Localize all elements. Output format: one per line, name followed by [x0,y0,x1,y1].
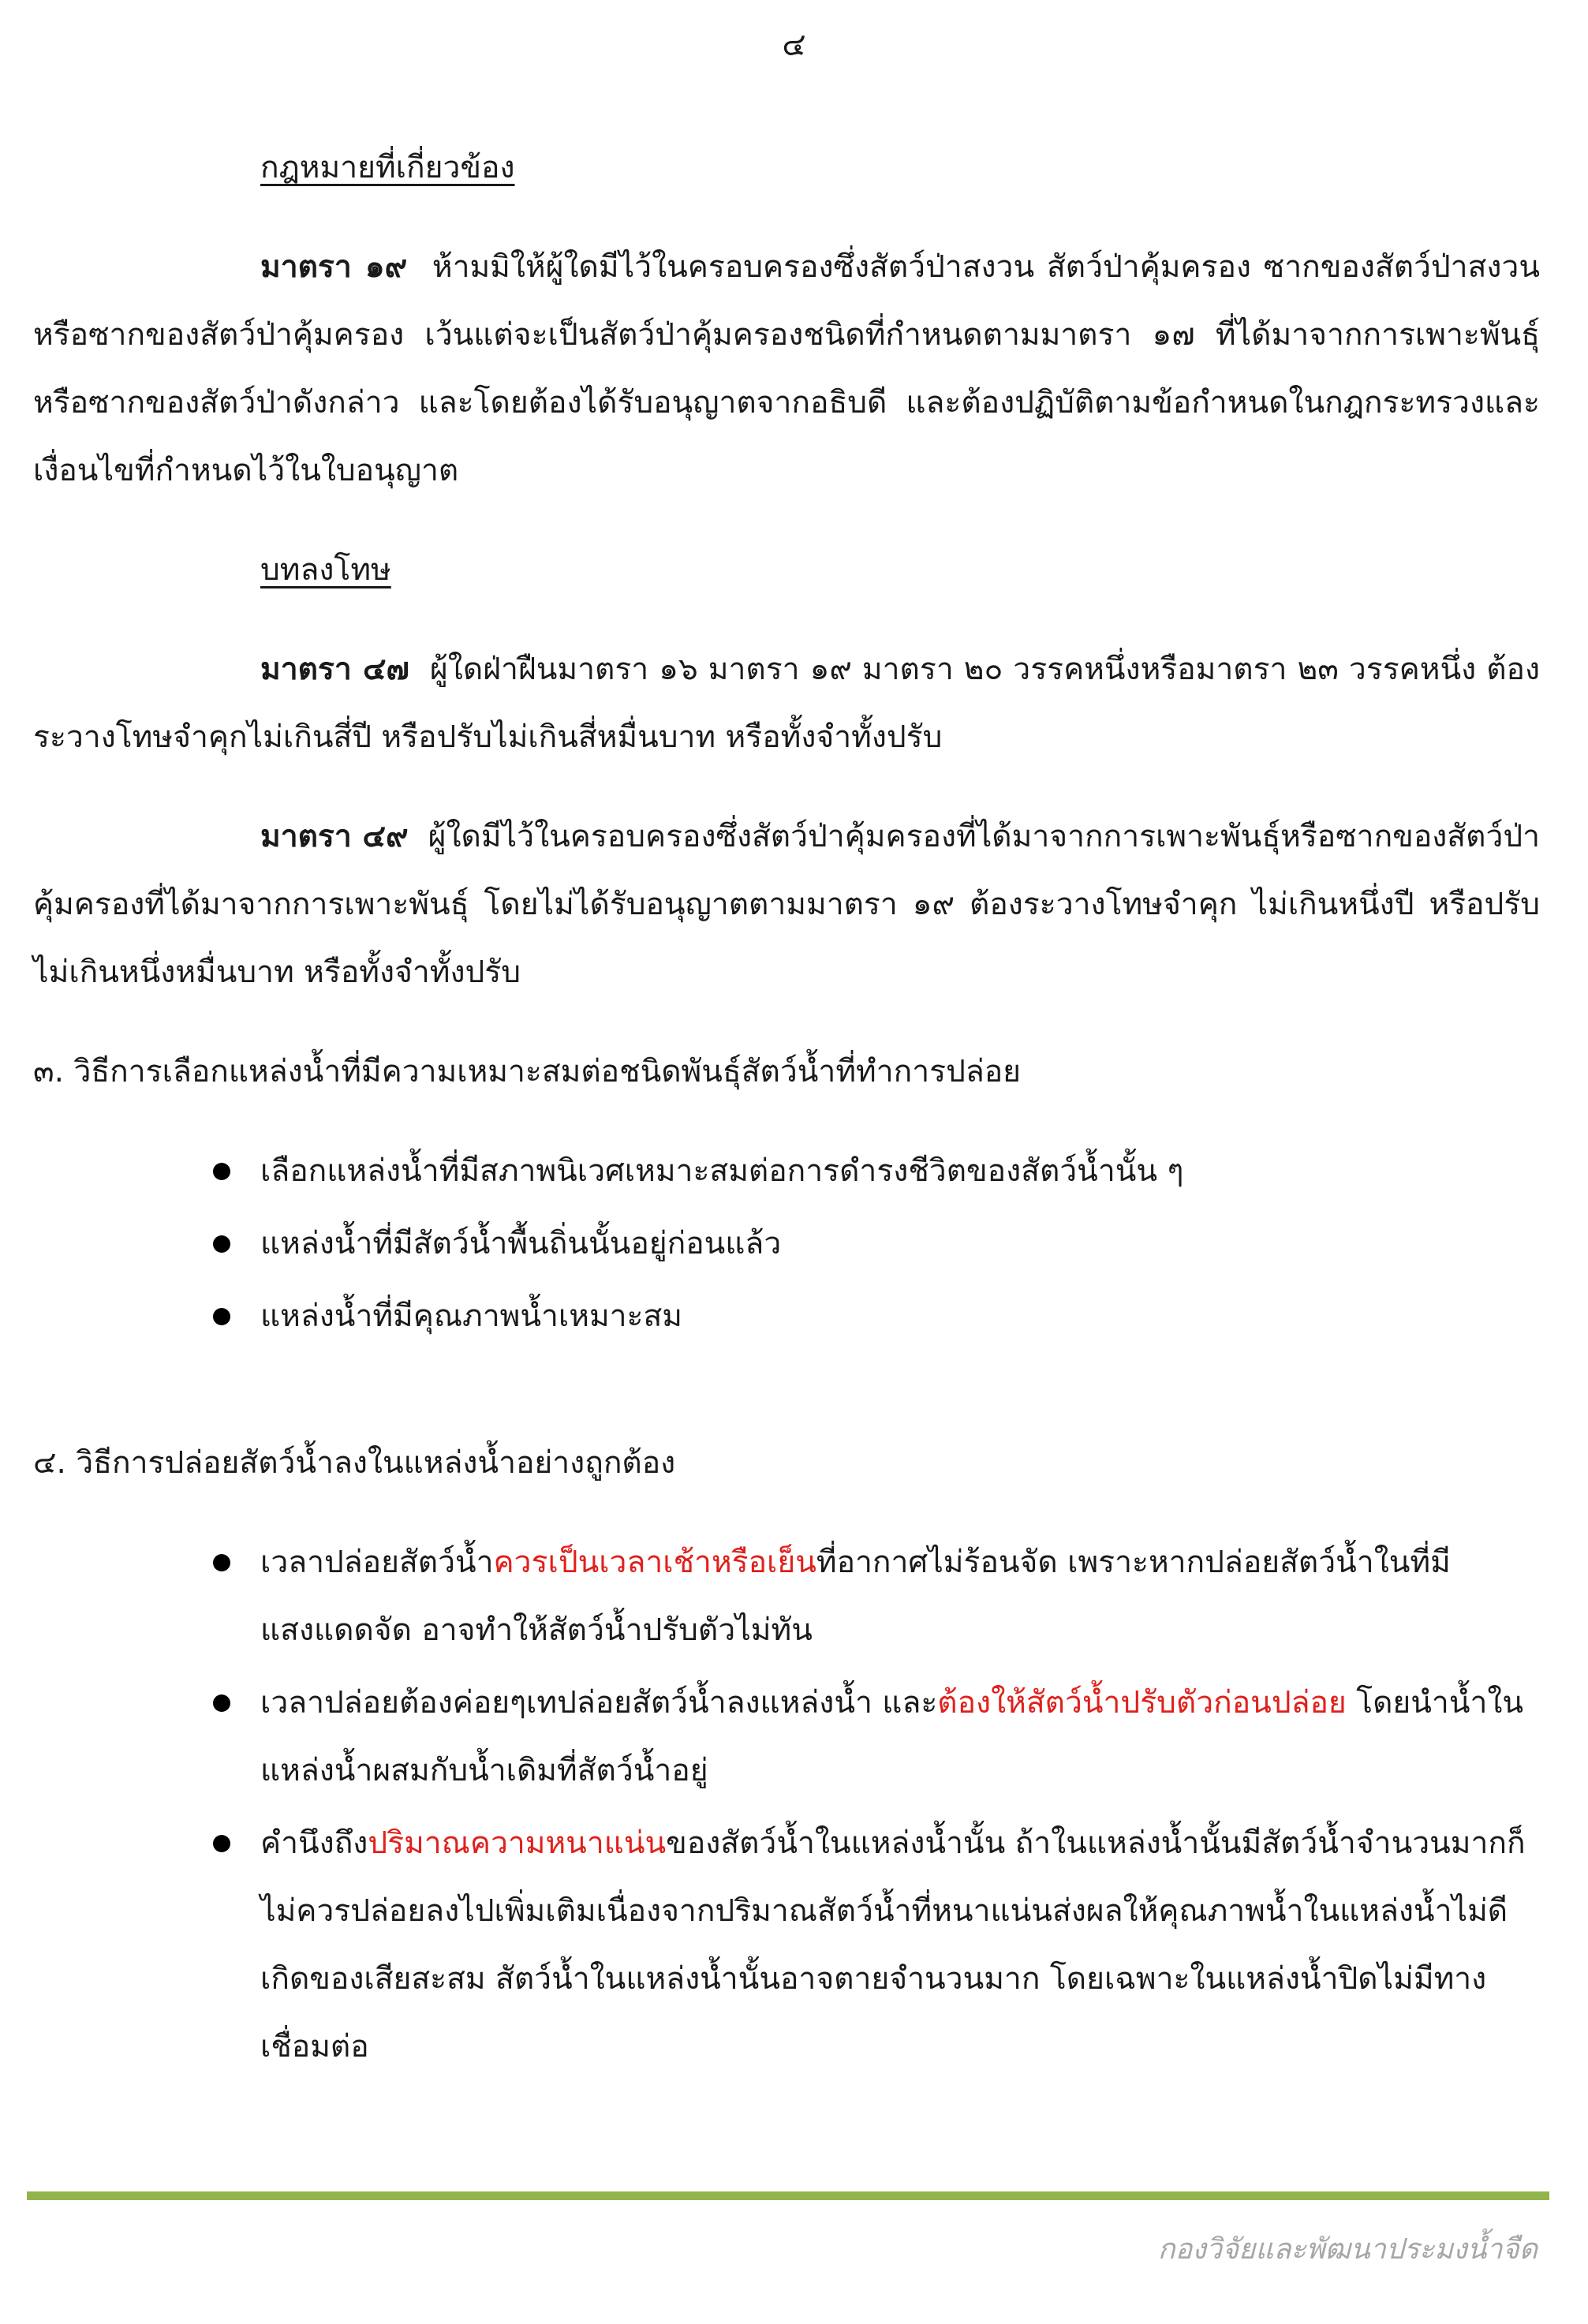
page-number: ๔ [782,27,806,63]
section-4-title: ๔. วิธีการปล่อยสัตว์น้ำลงในแหล่งน้ำอย่างถูกต้อง [33,1445,676,1481]
list-item [33,1529,1540,1665]
section-47-text: ผู้ใดฝ่าฝืนมาตรา ๑๖ มาตรา ๑๙ มาตรา ๒๐ วรรคหนึ่งหรือมาตรา ๒๓ วรรคหนึ่ง ต้องระวางโทษจำคุกไม่เกินสี่ปี หรือปรับไม่เกินสี่หมื่นบาท หรือทั้งจำทั้งปรับ [33,652,1541,755]
section-3-list [33,1138,1540,1351]
spacer [33,1382,1540,1429]
section-49-paragraph [33,803,1540,1007]
list-item [33,1810,1540,2081]
section-19-paragraph [33,234,1540,505]
item-highlight: ควรเป็นเวลาเช้าหรือเย็น [493,1545,816,1580]
item-highlight: ปริมาณความหนาแน่น [368,1825,667,1861]
section-4-list [33,1529,1540,2081]
section-19-label: มาตรา ๑๙ [260,249,408,285]
item-text: โดยนำน้ำในแหล่งน้ำผสมกับน้ำเดิมที่สัตว์น้ำอยู่ [260,1685,1524,1788]
item-text: ของสัตว์น้ำในแหล่งน้ำนั้น ถ้าในแหล่งน้ำนั้นมีสัตว์น้ำจำนวนมากก็ไม่ควรปล่อยลงไปเพิ่มเติมเนื่องจากปริมาณสัตว์น้ำที่หนาแน่นส่งผลให้คุณภาพน้ำในแหล่งน้ำไม่ดี เกิดของเสียสะสม สัตว์น้ำในแหล่งน้ำนั้นอาจตายจำนวนมาก โดยเฉพาะในแหล่งน้ำปิดไม่มีทางเชื่อมต่อ [260,1825,1526,2064]
section-49-text: ผู้ใดมีไว้ในครอบครองซึ่งสัตว์ป่าคุ้มครองที่ได้มาจากการเพาะพันธุ์หรือซากของสัตว์ป่าคุ้มครองที่ได้มาจากการเพาะพันธุ์ โดยไม่ได้รับอนุญาตตามมาตรา ๑๙ ต้องระวางโทษจำคุก ไม่เกินหนึ่งปี หรือปรับไม่เกินหนึ่งหมื่นบาท หรือทั้งจำทั้งปรับ [33,819,1540,990]
penalties-heading: บทลงโทษ [260,552,391,588]
list-item: แหล่งน้ำที่มีสัตว์น้ำพื้นถิ่นนั้นอยู่ก่อนแล้ว [33,1210,1540,1278]
section-47-label: มาตรา ๔๗ [260,652,409,687]
footer-divider [27,2191,1549,2200]
list-item [33,1669,1540,1805]
list-item: แหล่งน้ำที่มีคุณภาพน้ำเหมาะสม [33,1283,1540,1351]
item-text: คำนึงถึง [260,1825,368,1861]
item-text: เวลาปล่อยสัตว์น้ำ [260,1545,494,1580]
list-item: เลือกแหล่งน้ำที่มีสภาพนิเวศเหมาะสมต่อการดำรงชีวิตของสัตว์น้ำนั้น ๆ [33,1138,1540,1205]
laws-heading: กฎหมายที่เกี่ยวข้อง [260,150,515,185]
section-19-text: ห้ามมิให้ผู้ใดมีไว้ในครอบครองซึ่งสัตว์ป่าสงวน สัตว์ป่าคุ้มครอง ซากของสัตว์ป่าสงวน หรือซากของสัตว์ป่าคุ้มครอง เว้นแต่จะเป็นสัตว์ป่าคุ้มครองชนิดที่กำหนดตามมาตรา ๑๗ ที่ได้มาจากการเพาะพันธุ์ หรือซากของสัตว์ป่าดังกล่าว และโดยต้องได้รับอนุญาตจากอธิบดี และต้องปฏิบัติตามข้อกำหนดในกฎกระทรวงและเงื่อนไขที่กำหนดไว้ในใบอนุญาต [33,249,1540,488]
item-text: เวลาปล่อยต้องค่อยๆเทปล่อยสัตว์น้ำลงแหล่งน้ำ และ [260,1685,938,1721]
footer-department-name: กองวิจัยและพัฒนาประมงน้ำจืด [1157,2233,1538,2266]
document-body [33,134,1540,2113]
item-text: ที่อากาศไม่ร้อนจัด เพราะหากปล่อยสัตว์น้ำในที่มีแสงแดดจัด อาจทำให้สัตว์น้ำปรับตัวไม่ทัน [260,1545,1451,1648]
section-47-paragraph [33,636,1540,772]
section-3-title: ๓. วิธีการเลือกแหล่งน้ำที่มีความเหมาะสมต่อชนิดพันธุ์สัตว์น้ำที่ทำการปล่อย [33,1054,1022,1089]
item-highlight: ต้องให้สัตว์น้ำปรับตัวก่อนปล่อย [937,1685,1347,1721]
section-49-label: มาตรา ๔๙ [260,819,409,854]
